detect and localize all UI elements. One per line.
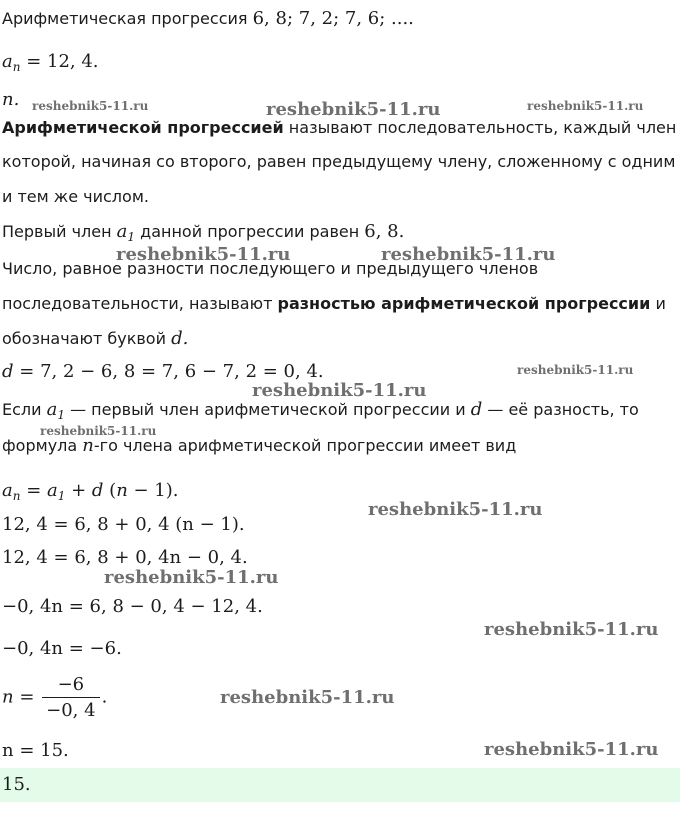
definition-term: Арифметической прогрессией xyxy=(2,118,284,137)
nth-term-formula: $a_n = a_1 + d$ (n − 1). xyxy=(2,480,179,503)
formula-intro-line-1: Если $a_1$ — первый член арифметической прогрессии и d — её разность, то xyxy=(2,399,639,422)
difference-line-2: последовательности, называют разностью арифметической прогрессии и xyxy=(2,294,666,313)
formula-intro-line-2: формула n-го члена арифметической прогрессии имеет вид xyxy=(2,435,517,456)
step-4: −0, 4n = −6. xyxy=(2,638,122,659)
given-term: $a_n = 12$, 4. xyxy=(2,51,99,74)
watermark: reshebnik5-11.ru xyxy=(484,619,659,640)
definition-line-2: которой, начиная со второго, равен предыдущему члену, сложенному с одним xyxy=(2,152,676,171)
first-member-value: 6, 8. xyxy=(364,221,405,242)
answer-highlight xyxy=(0,768,680,802)
fraction-numerator: −6 xyxy=(57,674,85,695)
watermark: reshebnik5-11.ru xyxy=(527,99,644,113)
step-3: −0, 4n = 6, 8 − 0, 4 − 12, 4. xyxy=(2,596,263,617)
watermark: reshebnik5-11.ru xyxy=(104,567,279,588)
watermark: reshebnik5-11.ru xyxy=(381,244,556,265)
difference-line-3: обозначают буквой d. xyxy=(2,328,189,349)
sequence-terms: 6, 8; 7, 2; 7, 6; .... xyxy=(252,8,414,29)
step-1: 12, 4 = 6, 8 + 0, 4 (n − 1). xyxy=(2,514,245,535)
watermark: reshebnik5-11.ru xyxy=(116,244,291,265)
watermark: reshebnik5-11.ru xyxy=(368,499,543,520)
step-5-fraction: n = $\frac{-6}{-0, 4}$ . xyxy=(2,674,108,721)
first-member-line: Первый член $a_1$ данной прогрессии равен 6, 8. xyxy=(2,221,405,244)
difference-line-1: Число, равное разности последующего и предыдущего членов xyxy=(2,259,539,278)
definition-line-1: Арифметической прогрессией называют последовательность, каждый член xyxy=(2,118,677,137)
watermark: reshebnik5-11.ru xyxy=(266,99,441,120)
watermark: reshebnik5-11.ru xyxy=(32,99,149,113)
difference-equation: d = 7, 2 − 6, 8 = 7, 6 − 7, 2 = 0, 4. xyxy=(2,361,324,382)
definition-line-3: и тем же числом. xyxy=(2,187,149,206)
unknown-term: n. xyxy=(2,89,20,110)
step-6: n = 15. xyxy=(2,740,69,761)
fraction-denominator: −0, 4 xyxy=(42,697,99,721)
given-value: 12, 4. xyxy=(47,51,99,72)
fraction xyxy=(42,674,99,721)
answer-value: 15. xyxy=(2,774,31,795)
difference-term: разностью арифметической прогрессии xyxy=(277,294,651,313)
watermark: reshebnik5-11.ru xyxy=(40,424,157,438)
watermark: reshebnik5-11.ru xyxy=(252,380,427,401)
step-2: 12, 4 = 6, 8 + 0, 4n − 0, 4. xyxy=(2,547,248,568)
task-title: Арифметическая прогрессия xyxy=(2,9,248,28)
watermark: reshebnik5-11.ru xyxy=(220,687,395,708)
watermark: reshebnik5-11.ru xyxy=(484,739,659,760)
watermark: reshebnik5-11.ru xyxy=(517,363,634,377)
task-sequence-line xyxy=(2,8,414,30)
